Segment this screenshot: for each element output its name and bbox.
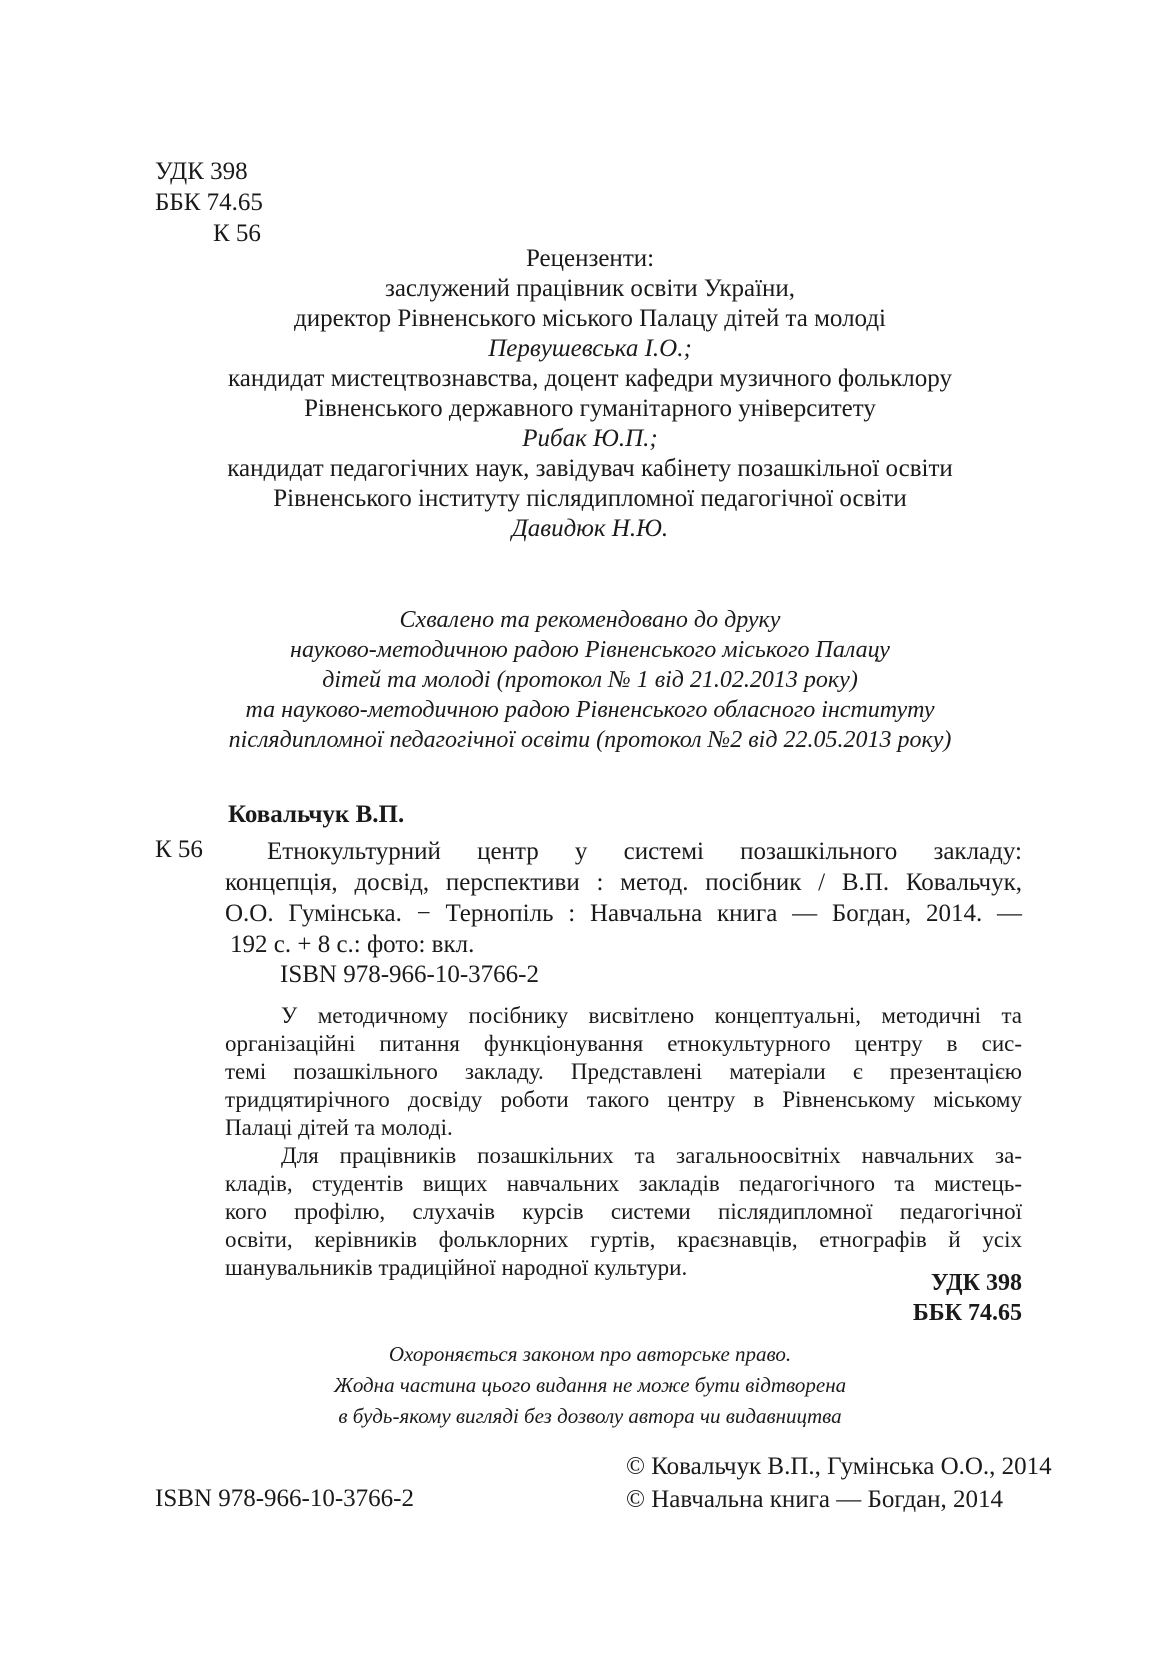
bibliography-line: О.О. Гумінська. − Тернопіль : Навчальна книга — Богдан, 2014. — bbox=[225, 900, 1022, 927]
abstract bbox=[225, 1002, 1022, 1282]
approval-statement bbox=[155, 605, 1025, 755]
author-mark: К 56 bbox=[213, 220, 261, 247]
abstract-line: Палаці дітей та молоді. bbox=[225, 1115, 453, 1140]
bbk-code: ББК 74.65 bbox=[155, 189, 263, 216]
copyright-lines bbox=[626, 1450, 1052, 1516]
bibliography-line: концепція, досвід, перспективи : метод. посібник / В.П. Ковальчук, bbox=[225, 869, 1022, 896]
approval-line: післядипломної педагогічної освіти (протокол №2 від 22.05.2013 року) bbox=[228, 727, 952, 753]
udk-code: УДК 398 bbox=[155, 158, 248, 185]
copyright-notice bbox=[155, 1339, 1025, 1432]
bibliographic-description bbox=[225, 836, 1022, 960]
bibliography-line: Етнокультурний центр у системі позашкільного закладу: bbox=[267, 838, 1022, 865]
reviewer-line: директор Рівненського міського Палацу дітей та молоді bbox=[293, 305, 887, 332]
abstract-line: У методичному посібнику висвітлено концептуальні, методичні та bbox=[281, 1003, 1022, 1028]
footer-bbk-code: ББК 74.65 bbox=[912, 1300, 1022, 1326]
copyright-notice-line: Жодна частина цього видання не може бути відтворена bbox=[333, 1373, 847, 1397]
abstract-line: Для працівників позашкільних та загальноосвітніх навчальних за- bbox=[281, 1143, 1022, 1168]
abstract-line: шанувальників традиційної народної культури. bbox=[225, 1255, 688, 1280]
reviewer-line: Рівненського інституту післядипломної педагогічної освіти bbox=[273, 485, 907, 512]
bibliography-isbn: ISBN 978-966-10-3766-2 bbox=[280, 961, 540, 988]
reviewer-name: Давидюк Н.Ю. bbox=[511, 515, 669, 542]
classification-codes bbox=[155, 156, 263, 249]
bibliography-line: 192 с. + 8 с.: фото: вкл. bbox=[230, 931, 475, 958]
reviewer-line: кандидат мистецтвознавства, доцент кафедри музичного фольклору bbox=[228, 365, 952, 392]
bibliography-code: К 56 bbox=[155, 836, 203, 863]
reviewers-title: Рецензенти: bbox=[525, 245, 655, 272]
abstract-line: кладів, студентів вищих навчальних закладів педагогічного та мистець- bbox=[225, 1171, 1022, 1196]
copyright-authors: © Ковальчук В.П., Гумінська О.О., 2014 bbox=[626, 1453, 1052, 1480]
copyright-notice-line: Охороняється законом про авторське право. bbox=[388, 1342, 792, 1366]
reviewer-line: заслужений працівник освіти України, bbox=[384, 275, 796, 302]
copyright-notice-line: в будь-якому вигляді без дозволу автора чи видавництва bbox=[338, 1404, 842, 1428]
reviewer-name: Рибак Ю.П.; bbox=[522, 425, 658, 452]
reviewer-line: Рівненського державного гуманітарного університету bbox=[304, 395, 876, 422]
approval-line: та науково-методичною радою Рівненського обласного інституту bbox=[245, 697, 935, 723]
copyright-publisher: © Навчальна книга — Богдан, 2014 bbox=[626, 1486, 1004, 1513]
abstract-line: організаційні питання функціонування етнокультурного центру в сис- bbox=[225, 1031, 1022, 1056]
reviewer-name: Первушевська І.О.; bbox=[488, 335, 692, 362]
footer-classification-codes bbox=[800, 1268, 1022, 1328]
imprint-isbn: ISBN 978-966-10-3766-2 bbox=[155, 1485, 415, 1512]
reviewers-block bbox=[155, 244, 1025, 544]
approval-line: дітей та молоді (протокол № 1 від 21.02.2013 року) bbox=[322, 667, 858, 693]
bibliography-author: Ковальчук В.П. bbox=[228, 801, 405, 828]
abstract-line: кого профілю, слухачів курсів системи післядипломної педагогічної bbox=[225, 1199, 1022, 1224]
abstract-line: освіти, керівників фольклорних гуртів, краєзнавців, етнографів й усіх bbox=[225, 1227, 1022, 1252]
reviewer-line: кандидат педагогічних наук, завідувач кабінету позашкільної освіти bbox=[227, 455, 953, 482]
footer-udk-code: УДК 398 bbox=[930, 1270, 1022, 1296]
approval-line: Схвалено та рекомендовано до друку bbox=[399, 607, 781, 633]
approval-line: науково-методичною радою Рівненського міського Палацу bbox=[290, 637, 890, 663]
abstract-line: тридцятирічного досвіду роботи такого центру в Рівненському міському bbox=[225, 1087, 1022, 1112]
abstract-line: темі позашкільного закладу. Представлені матеріали є презентацією bbox=[225, 1059, 1022, 1084]
